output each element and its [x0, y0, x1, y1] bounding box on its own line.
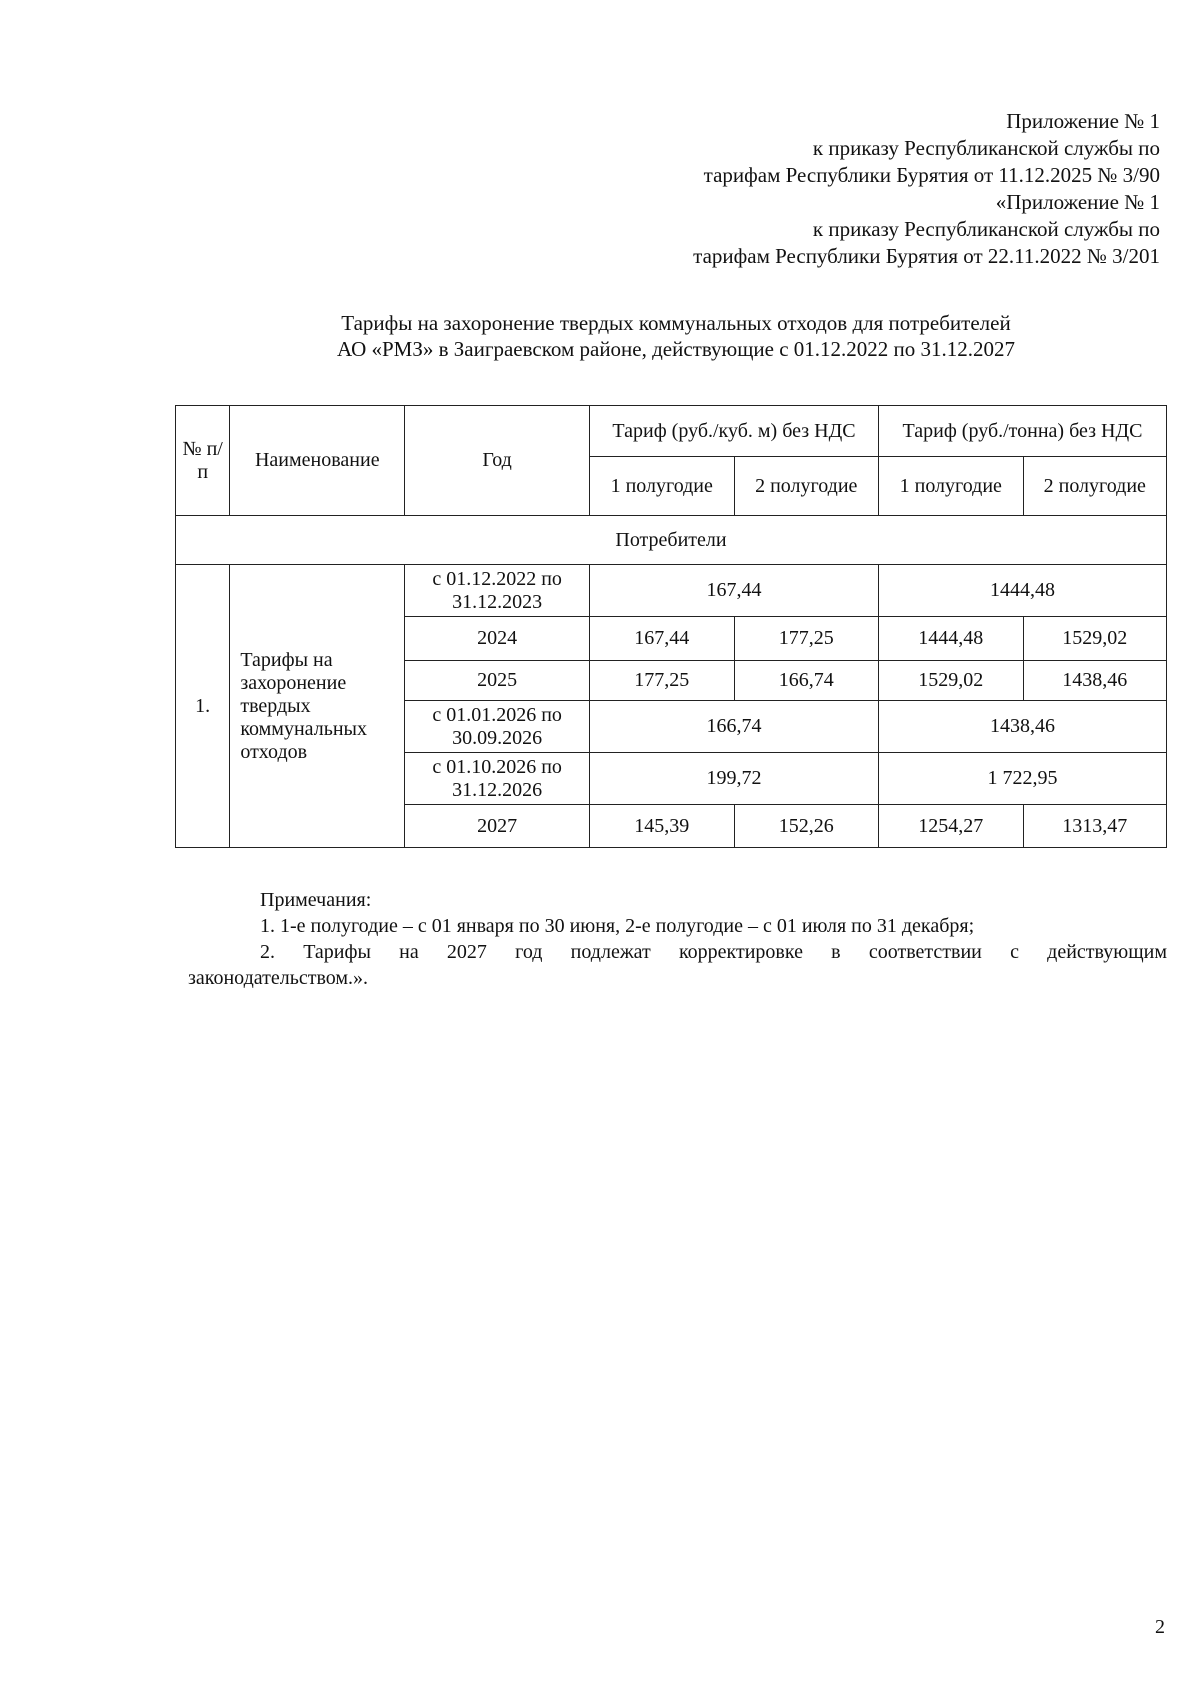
tariff-ton-half2-cell: 1438,46 — [1023, 661, 1166, 701]
tariff-m3-half1-cell: 167,44 — [589, 617, 734, 661]
header-m3-half1: 1 полугодие — [589, 457, 734, 516]
row-number: 1. — [176, 565, 230, 848]
period-cell: 2024 — [405, 617, 590, 661]
note-2-line-2: законодательством.». — [188, 967, 369, 989]
header-line: к приказу Республиканской службы по — [812, 217, 1160, 241]
section-label: Потребители — [176, 516, 1167, 565]
tariff-m3-half2-cell: 152,26 — [734, 805, 879, 848]
header-name: Наименование — [230, 406, 405, 516]
header-num: № п/п — [176, 406, 230, 516]
tariff-ton-half1-cell: 1444,48 — [879, 617, 1024, 661]
tariff-ton-cell: 1 722,95 — [879, 753, 1167, 805]
row-name: Тарифы на захоронение твердых коммунальных отходов — [230, 565, 405, 848]
tariff-m3-cell: 166,74 — [589, 701, 878, 753]
note-2-line-1: 2. Тарифы на 2027 год подлежат корректировке в соответствии с действующим — [260, 941, 1167, 963]
page-number: 2 — [1155, 1616, 1165, 1638]
title-line-1: Тарифы на захоронение твердых коммунальных отходов для потребителей — [341, 311, 1011, 335]
header-line: тарифам Республики Бурятия от 11.12.2025 № 3/90 — [703, 163, 1160, 187]
header-tariff-ton: Тариф (руб./тонна) без НДС — [879, 406, 1167, 457]
header-line: к приказу Республиканской службы по — [812, 136, 1160, 160]
tariff-table — [175, 405, 1167, 848]
header-line: «Приложение № 1 — [995, 190, 1160, 214]
table-row — [176, 565, 1167, 617]
tariff-m3-half1-cell: 145,39 — [589, 805, 734, 848]
period-cell: с 01.01.2026 по 30.09.2026 — [405, 701, 590, 753]
header-m3-half2: 2 полугодие — [734, 457, 879, 516]
section-row — [176, 516, 1167, 565]
header-line: Приложение № 1 — [1006, 109, 1160, 133]
tariff-m3-half2-cell: 166,74 — [734, 661, 879, 701]
header-line: тарифам Республики Бурятия от 22.11.2022 № 3/201 — [693, 244, 1160, 268]
period-cell: с 01.12.2022 по 31.12.2023 — [405, 565, 590, 617]
tariff-ton-half2-cell: 1313,47 — [1023, 805, 1166, 848]
document-title — [176, 310, 1176, 362]
tariff-m3-half1-cell: 177,25 — [589, 661, 734, 701]
notes-section — [188, 887, 1167, 991]
tariff-ton-half1-cell: 1254,27 — [879, 805, 1024, 848]
header-row — [176, 406, 1167, 457]
header-ton-half2: 2 полугодие — [1023, 457, 1166, 516]
appendix-header — [693, 108, 1160, 270]
tariff-m3-cell: 199,72 — [589, 753, 878, 805]
tariff-ton-cell: 1444,48 — [879, 565, 1167, 617]
tariff-ton-half1-cell: 1529,02 — [879, 661, 1024, 701]
tariff-m3-half2-cell: 177,25 — [734, 617, 879, 661]
header-tariff-m3: Тариф (руб./куб. м) без НДС — [589, 406, 878, 457]
period-cell: 2025 — [405, 661, 590, 701]
tariff-ton-half2-cell: 1529,02 — [1023, 617, 1166, 661]
notes-heading: Примечания: — [260, 889, 372, 911]
period-cell: 2027 — [405, 805, 590, 848]
note-1: 1. 1-е полугодие – с 01 января по 30 июня, 2-е полугодие – с 01 июля по 31 декабря; — [260, 915, 975, 937]
period-cell: с 01.10.2026 по 31.12.2026 — [405, 753, 590, 805]
header-year: Год — [405, 406, 590, 516]
tariff-m3-cell: 167,44 — [589, 565, 878, 617]
title-line-2: АО «РМЗ» в Заиграевском районе, действующие с 01.12.2022 по 31.12.2027 — [336, 337, 1016, 361]
header-ton-half1: 1 полугодие — [879, 457, 1024, 516]
tariff-ton-cell: 1438,46 — [879, 701, 1167, 753]
